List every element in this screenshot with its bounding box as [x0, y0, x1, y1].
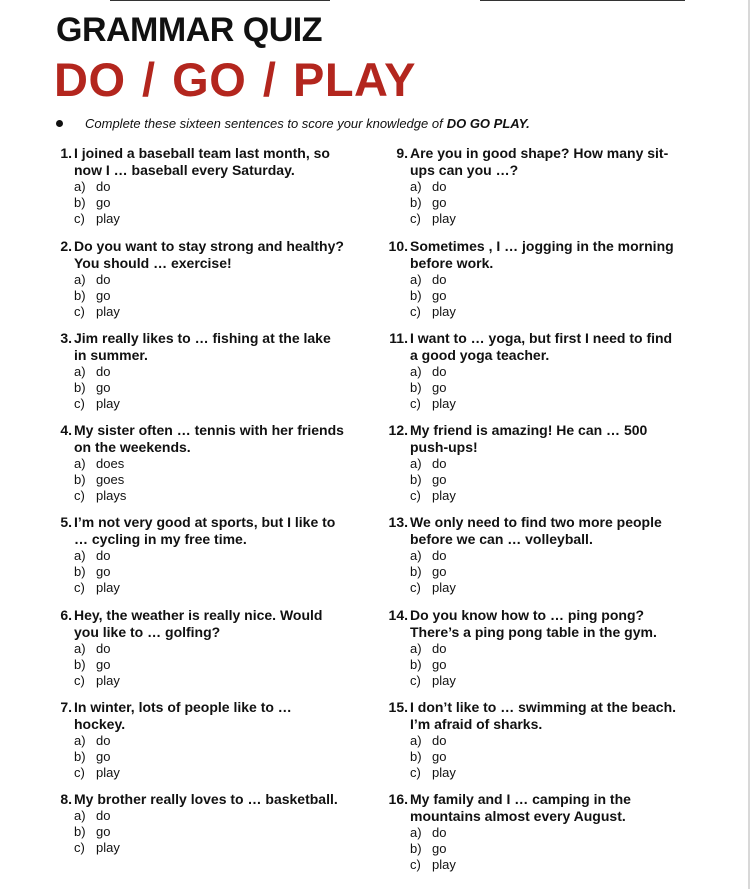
- question-text: Do you want to stay strong and healthy? You should … exercise!: [74, 238, 344, 271]
- option-letter: c): [410, 304, 421, 319]
- option-word: play: [432, 580, 456, 595]
- option-word: play: [432, 857, 456, 872]
- option-word: plays: [96, 488, 127, 503]
- option-word: do: [96, 179, 111, 194]
- question-number: 11.: [389, 330, 408, 346]
- answer-option[interactable]: [410, 673, 680, 689]
- option-word: play: [96, 396, 120, 411]
- question-text: Do you know how to … ping pong? There’s a ping pong table in the gym.: [410, 607, 657, 640]
- instruction: [56, 116, 530, 131]
- question-text: Jim really likes to … fishing at the lake in summer.: [74, 330, 331, 363]
- option-letter: a): [410, 548, 422, 563]
- question-7: [44, 699, 344, 781]
- option-list: [410, 179, 680, 227]
- answer-option[interactable]: [410, 733, 680, 749]
- option-letter: c): [410, 488, 421, 503]
- option-letter: b): [74, 749, 86, 764]
- answer-option[interactable]: [410, 548, 680, 564]
- option-letter: a): [410, 641, 422, 656]
- option-word: play: [96, 840, 120, 855]
- option-word: play: [432, 488, 456, 503]
- answer-option[interactable]: [74, 195, 344, 211]
- option-word: go: [96, 824, 111, 839]
- option-word: do: [96, 272, 111, 287]
- option-word: do: [96, 808, 111, 823]
- option-word: play: [96, 304, 120, 319]
- option-word: go: [432, 380, 447, 395]
- option-letter: a): [74, 179, 86, 194]
- option-letter: c): [74, 673, 85, 688]
- option-letter: a): [74, 808, 86, 823]
- option-word: go: [96, 288, 111, 303]
- option-word: do: [432, 548, 447, 563]
- option-list: [410, 641, 680, 689]
- option-word: do: [96, 364, 111, 379]
- option-word: do: [432, 733, 447, 748]
- option-word: play: [96, 765, 120, 780]
- option-letter: a): [410, 272, 422, 287]
- option-word: go: [432, 841, 447, 856]
- option-word: do: [432, 641, 447, 656]
- question-text: My sister often … tennis with her friends on the weekends.: [74, 422, 344, 455]
- option-word: do: [96, 641, 111, 656]
- question-11: [380, 330, 680, 412]
- option-letter: a): [410, 825, 422, 840]
- question-5: [44, 514, 344, 596]
- question-text: I’m not very good at sports, but I like to … cycling in my free time.: [74, 514, 336, 547]
- name-line: [110, 0, 330, 1]
- question-text: I joined a baseball team last month, so now I … baseball every Saturday.: [74, 145, 330, 178]
- answer-option[interactable]: [410, 179, 680, 195]
- question-text: We only need to find two more people before we can … volleyball.: [410, 514, 662, 547]
- option-word: go: [96, 380, 111, 395]
- question-number: 5.: [60, 514, 72, 530]
- option-word: does: [96, 456, 125, 471]
- question-number: 14.: [388, 607, 408, 623]
- option-word: play: [432, 396, 456, 411]
- date-line: [480, 0, 685, 1]
- option-letter: b): [410, 288, 422, 303]
- option-list: [74, 179, 344, 227]
- option-list: [74, 456, 344, 504]
- answer-option[interactable]: [74, 488, 344, 504]
- question-16: [380, 791, 680, 873]
- question-number: 9.: [396, 145, 408, 161]
- option-word: do: [96, 733, 111, 748]
- answer-option[interactable]: [410, 488, 680, 504]
- question-text: Sometimes , I … jogging in the morning before work.: [410, 238, 674, 271]
- option-letter: b): [74, 380, 86, 395]
- option-word: do: [432, 825, 447, 840]
- question-text: Hey, the weather is really nice. Would you like to … golfing?: [74, 607, 323, 640]
- option-word: play: [432, 304, 456, 319]
- answer-option[interactable]: [410, 456, 680, 472]
- answer-option[interactable]: [410, 580, 680, 596]
- answer-option[interactable]: [410, 195, 680, 211]
- question-text: My friend is amazing! He can … 500 push-ups!: [410, 422, 648, 455]
- option-list: [410, 364, 680, 412]
- option-list: [74, 548, 344, 596]
- answer-option[interactable]: [410, 564, 680, 580]
- option-word: go: [432, 288, 447, 303]
- option-letter: c): [74, 765, 85, 780]
- option-list: [74, 641, 344, 689]
- answer-option[interactable]: [410, 380, 680, 396]
- answer-option[interactable]: [410, 472, 680, 488]
- option-word: play: [96, 580, 120, 595]
- answer-option[interactable]: [410, 841, 680, 857]
- question-number: 4.: [60, 422, 72, 438]
- answer-option[interactable]: [74, 548, 344, 564]
- option-letter: b): [410, 472, 422, 487]
- option-letter: c): [74, 840, 85, 855]
- answer-option[interactable]: [74, 380, 344, 396]
- quiz-topic: DO / GO / PLAY: [54, 53, 416, 106]
- option-letter: a): [410, 179, 422, 194]
- option-word: play: [432, 673, 456, 688]
- answer-option[interactable]: [74, 288, 344, 304]
- option-letter: c): [74, 211, 85, 226]
- option-letter: b): [74, 472, 86, 487]
- answer-option[interactable]: [74, 808, 344, 824]
- question-number: 3.: [60, 330, 72, 346]
- option-word: do: [432, 456, 447, 471]
- question-1: [44, 145, 344, 227]
- option-letter: a): [74, 272, 86, 287]
- option-word: go: [432, 564, 447, 579]
- answer-option[interactable]: [74, 472, 344, 488]
- question-6: [44, 607, 344, 689]
- answer-option[interactable]: [410, 857, 680, 873]
- question-text: My brother really loves to … basketball.: [74, 791, 338, 807]
- option-letter: c): [410, 673, 421, 688]
- option-list: [74, 733, 344, 781]
- question-number: 16.: [388, 791, 408, 807]
- answer-option[interactable]: [74, 456, 344, 472]
- option-letter: c): [74, 304, 85, 319]
- answer-option[interactable]: [74, 673, 344, 689]
- option-letter: b): [74, 195, 86, 210]
- question-9: [380, 145, 680, 227]
- option-letter: a): [410, 456, 422, 471]
- question-number: 2.: [60, 238, 72, 254]
- answer-option[interactable]: [410, 396, 680, 412]
- option-letter: b): [74, 657, 86, 672]
- option-list: [410, 548, 680, 596]
- option-letter: a): [74, 364, 86, 379]
- answer-option[interactable]: [74, 396, 344, 412]
- option-letter: b): [410, 841, 422, 856]
- option-letter: c): [410, 857, 421, 872]
- option-word: go: [96, 657, 111, 672]
- option-letter: b): [410, 380, 422, 395]
- option-letter: b): [74, 288, 86, 303]
- question-8: [44, 791, 344, 856]
- instruction-text: Complete these sixteen sentences to score your knowledge of: [85, 116, 443, 131]
- question-4: [44, 422, 344, 504]
- question-15: [380, 699, 680, 781]
- option-letter: c): [410, 580, 421, 595]
- answer-option[interactable]: [74, 364, 344, 380]
- question-text: Are you in good shape? How many sit-ups can you …?: [410, 145, 669, 178]
- question-number: 6.: [60, 607, 72, 623]
- answer-option[interactable]: [74, 179, 344, 195]
- answer-option[interactable]: [410, 304, 680, 320]
- option-letter: c): [410, 211, 421, 226]
- question-10: [380, 238, 680, 320]
- question-14: [380, 607, 680, 689]
- answer-option[interactable]: [410, 657, 680, 673]
- option-letter: a): [410, 364, 422, 379]
- option-word: play: [432, 765, 456, 780]
- option-word: go: [432, 195, 447, 210]
- option-list: [74, 272, 344, 320]
- option-word: goes: [96, 472, 125, 487]
- question-number: 8.: [60, 791, 72, 807]
- option-letter: b): [74, 824, 86, 839]
- option-letter: c): [74, 396, 85, 411]
- answer-option[interactable]: [74, 733, 344, 749]
- question-12: [380, 422, 680, 504]
- option-letter: b): [410, 195, 422, 210]
- option-list: [410, 733, 680, 781]
- answer-option[interactable]: [74, 749, 344, 765]
- option-letter: a): [74, 733, 86, 748]
- answer-option[interactable]: [74, 657, 344, 673]
- page-title: GRAMMAR QUIZ: [56, 11, 322, 49]
- option-letter: a): [74, 548, 86, 563]
- option-letter: b): [410, 564, 422, 579]
- answer-option[interactable]: [410, 641, 680, 657]
- option-word: go: [432, 657, 447, 672]
- option-letter: c): [74, 580, 85, 595]
- option-word: do: [432, 272, 447, 287]
- answer-option[interactable]: [74, 211, 344, 227]
- option-letter: b): [410, 749, 422, 764]
- answer-option[interactable]: [74, 564, 344, 580]
- answer-option[interactable]: [74, 824, 344, 840]
- answer-option[interactable]: [74, 304, 344, 320]
- answer-option[interactable]: [410, 288, 680, 304]
- question-2: [44, 238, 344, 320]
- answer-option[interactable]: [74, 840, 344, 856]
- question-number: 7.: [60, 699, 72, 715]
- question-text: My family and I … camping in the mountains almost every August.: [410, 791, 631, 824]
- answer-option[interactable]: [410, 364, 680, 380]
- option-letter: c): [410, 396, 421, 411]
- question-number: 15.: [388, 699, 408, 715]
- option-letter: c): [410, 765, 421, 780]
- option-letter: a): [74, 456, 86, 471]
- option-letter: c): [74, 488, 85, 503]
- question-number: 1.: [60, 145, 72, 161]
- option-word: go: [432, 749, 447, 764]
- bullet-icon: [56, 120, 63, 127]
- answer-option[interactable]: [74, 765, 344, 781]
- option-list: [74, 364, 344, 412]
- option-word: play: [96, 211, 120, 226]
- answer-option[interactable]: [74, 272, 344, 288]
- option-list: [410, 825, 680, 873]
- option-word: go: [96, 749, 111, 764]
- answer-option[interactable]: [410, 749, 680, 765]
- option-list: [410, 456, 680, 504]
- option-letter: b): [410, 657, 422, 672]
- question-text: I don’t like to … swimming at the beach. I’m afraid of sharks.: [410, 699, 677, 732]
- option-letter: b): [74, 564, 86, 579]
- option-list: [74, 808, 344, 856]
- option-list: [410, 272, 680, 320]
- question-13: [380, 514, 680, 596]
- answer-option[interactable]: [74, 580, 344, 596]
- option-word: do: [432, 179, 447, 194]
- option-word: go: [432, 472, 447, 487]
- option-word: play: [432, 211, 456, 226]
- answer-option[interactable]: [410, 825, 680, 841]
- answer-option[interactable]: [410, 272, 680, 288]
- answer-option[interactable]: [74, 641, 344, 657]
- question-number: 10.: [388, 238, 408, 254]
- option-word: do: [432, 364, 447, 379]
- option-word: go: [96, 195, 111, 210]
- question-text: In winter, lots of people like to … hockey.: [74, 699, 292, 732]
- option-word: play: [96, 673, 120, 688]
- option-word: do: [96, 548, 111, 563]
- option-letter: a): [410, 733, 422, 748]
- option-word: go: [96, 564, 111, 579]
- question-3: [44, 330, 344, 412]
- question-number: 12.: [388, 422, 408, 438]
- question-text: I want to … yoga, but first I need to find a good yoga teacher.: [410, 330, 673, 363]
- answer-option[interactable]: [410, 211, 680, 227]
- instruction-bold: DO GO PLAY.: [446, 116, 530, 131]
- answer-option[interactable]: [410, 765, 680, 781]
- option-letter: a): [74, 641, 86, 656]
- question-number: 13.: [388, 514, 408, 530]
